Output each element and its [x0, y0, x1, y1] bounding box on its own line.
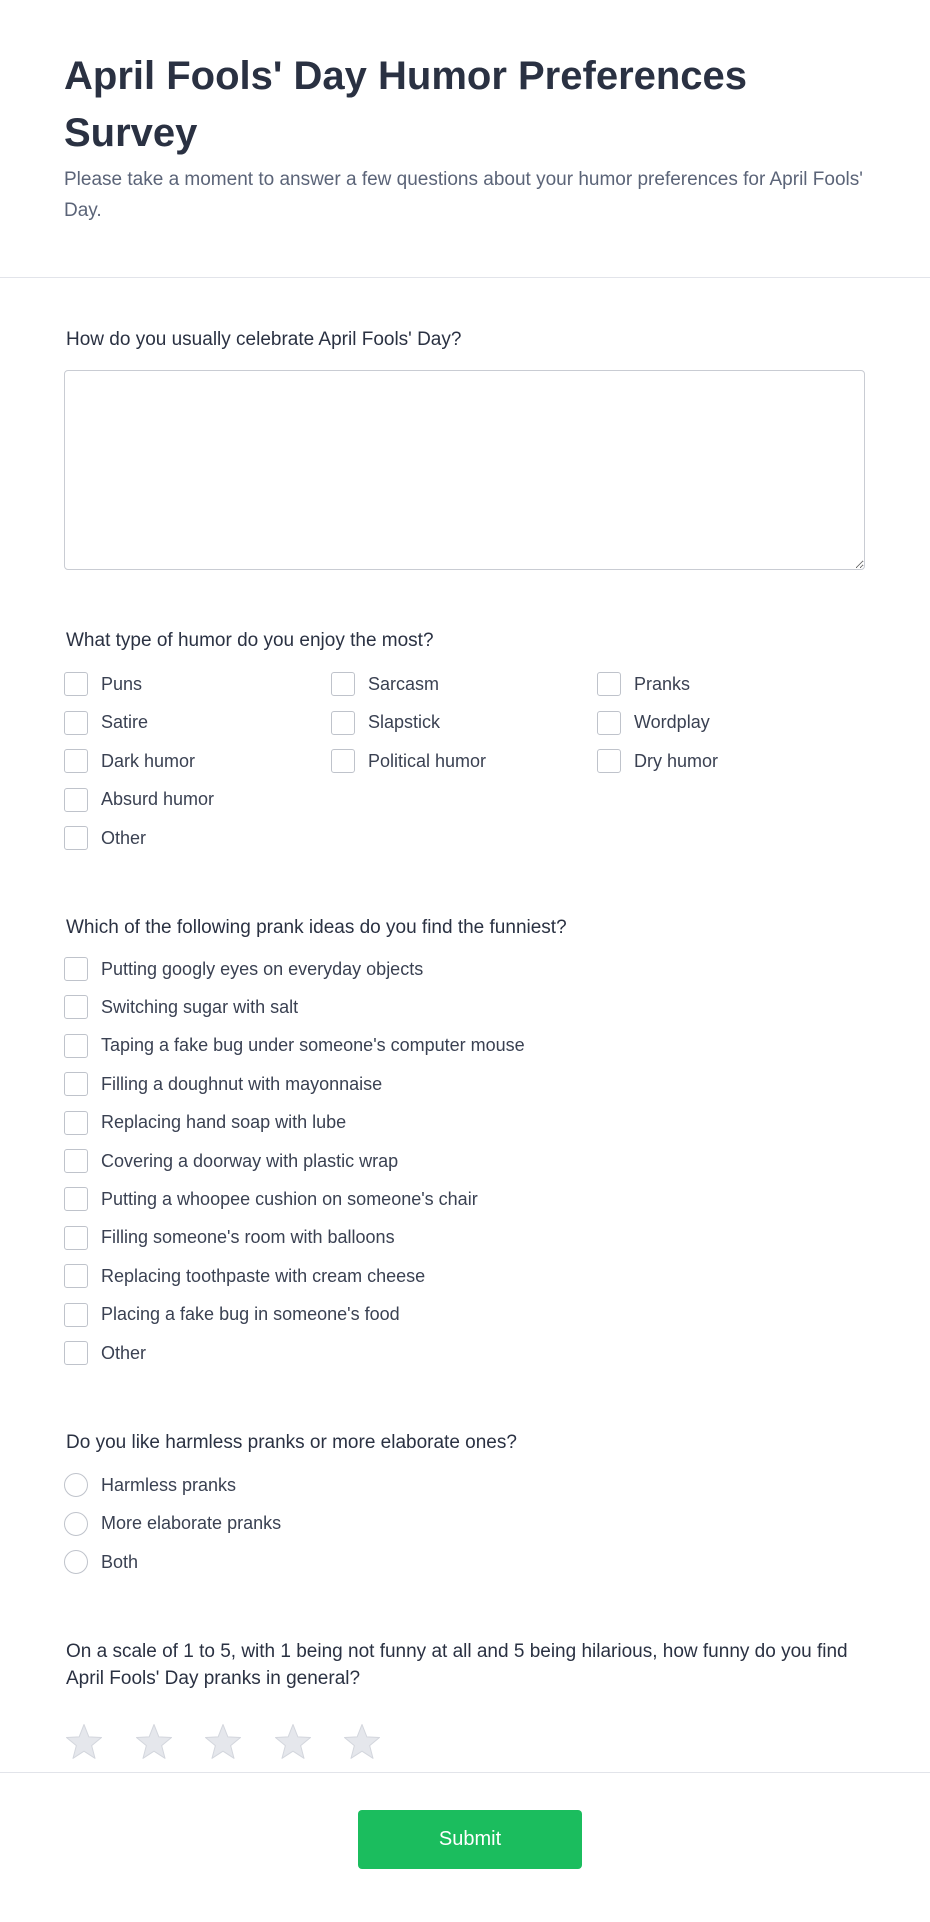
checkbox[interactable]	[64, 788, 88, 812]
checkbox-option[interactable]	[64, 787, 214, 813]
radio-option[interactable]	[64, 1549, 138, 1575]
checkbox[interactable]	[64, 957, 88, 981]
checkbox[interactable]	[64, 826, 88, 850]
checkbox-option[interactable]	[64, 994, 298, 1020]
checkbox-option[interactable]	[64, 1071, 382, 1097]
checkbox[interactable]	[331, 749, 355, 773]
checkbox-option[interactable]	[64, 710, 148, 736]
divider	[0, 277, 930, 278]
checkbox-option[interactable]	[64, 1033, 525, 1059]
celebrate-textarea[interactable]	[64, 370, 865, 570]
star-rating-icon[interactable]	[342, 1722, 382, 1762]
option-label: More elaborate pranks	[101, 1513, 282, 1533]
checkbox-option[interactable]	[597, 748, 718, 774]
option-label: Replacing hand soap with lube	[101, 1112, 347, 1133]
checkbox-option[interactable]	[331, 710, 440, 736]
radio-button[interactable]	[64, 1512, 88, 1536]
page-title: April Fools' Day Humor Preferences Survey	[64, 54, 748, 155]
checkbox[interactable]	[64, 995, 88, 1019]
option-label: Sarcasm	[368, 673, 440, 694]
checkbox[interactable]	[64, 1149, 88, 1173]
question-1-label: How do you usually celebrate April Fools' Day?	[66, 329, 462, 350]
checkbox-option[interactable]	[331, 671, 439, 697]
option-label: Replacing toothpaste with cream cheese	[101, 1265, 426, 1286]
checkbox[interactable]	[64, 749, 88, 773]
option-label: Putting a whoopee cushion on someone's chair	[101, 1188, 478, 1209]
option-label: Placing a fake bug in someone's food	[101, 1304, 400, 1325]
option-label: Filling a doughnut with mayonnaise	[101, 1073, 383, 1094]
page-description: Please take a moment to answer a few questions about your humor preferences for April Fools' Day.	[64, 169, 863, 221]
star-rating-icon[interactable]	[64, 1722, 104, 1762]
option-label: Dark humor	[101, 750, 196, 771]
checkbox[interactable]	[64, 1264, 88, 1288]
option-label: Absurd humor	[101, 789, 215, 809]
option-label: Slapstick	[368, 712, 441, 732]
checkbox[interactable]	[597, 672, 621, 696]
checkbox-option[interactable]	[597, 710, 710, 736]
checkbox[interactable]	[597, 711, 621, 735]
question-4-label: Do you like harmless pranks or more elaborate ones?	[66, 1432, 517, 1453]
checkbox-option[interactable]	[64, 1302, 400, 1328]
checkbox[interactable]	[331, 711, 355, 735]
option-label: Both	[101, 1551, 139, 1572]
checkbox[interactable]	[64, 1072, 88, 1096]
checkbox[interactable]	[64, 1111, 88, 1135]
checkbox-option[interactable]	[64, 1148, 398, 1174]
checkbox-option[interactable]	[64, 1263, 425, 1289]
option-label: Political humor	[368, 750, 487, 771]
divider	[0, 1772, 930, 1773]
checkbox-option[interactable]	[597, 671, 690, 697]
option-label: Covering a doorway with plastic wrap	[101, 1150, 399, 1171]
question-2-label: What type of humor do you enjoy the most?	[66, 630, 434, 651]
question-3-label: Which of the following prank ideas do you find the funniest?	[66, 917, 567, 938]
checkbox[interactable]	[331, 672, 355, 696]
option-label: Puns	[101, 673, 143, 694]
checkbox[interactable]	[597, 749, 621, 773]
checkbox-option[interactable]	[64, 1225, 395, 1251]
checkbox-option[interactable]	[64, 825, 146, 851]
checkbox[interactable]	[64, 711, 88, 735]
option-label: Other	[101, 1342, 147, 1363]
checkbox-option[interactable]	[64, 1340, 146, 1366]
star-rating-icon[interactable]	[203, 1722, 243, 1762]
option-label: Putting googly eyes on everyday objects	[101, 958, 424, 979]
option-label: Other	[101, 827, 147, 848]
radio-button[interactable]	[64, 1550, 88, 1574]
radio-button[interactable]	[64, 1473, 88, 1497]
checkbox[interactable]	[64, 1341, 88, 1365]
checkbox[interactable]	[64, 1187, 88, 1211]
star-rating-icon[interactable]	[273, 1722, 313, 1762]
question-5-label: On a scale of 1 to 5, with 1 being not funny at all and 5 being hilarious, how funny do you find April Fools' Day pranks in general?	[66, 1641, 848, 1689]
submit-button[interactable]: Submit	[358, 1810, 582, 1869]
option-label: Harmless pranks	[101, 1474, 237, 1495]
option-label: Switching sugar with salt	[101, 996, 299, 1017]
option-label: Pranks	[634, 673, 691, 694]
checkbox[interactable]	[64, 1034, 88, 1058]
checkbox[interactable]	[64, 672, 88, 696]
checkbox-option[interactable]	[64, 671, 142, 697]
checkbox-option[interactable]	[64, 1110, 346, 1136]
checkbox-option[interactable]	[64, 748, 195, 774]
checkbox-option[interactable]	[64, 956, 423, 982]
checkbox-option[interactable]	[64, 1186, 478, 1212]
checkbox-option[interactable]	[331, 748, 486, 774]
checkbox[interactable]	[64, 1226, 88, 1250]
option-label: Taping a fake bug under someone's computer mouse	[101, 1035, 525, 1056]
radio-option[interactable]	[64, 1511, 281, 1537]
star-rating-icon[interactable]	[134, 1722, 174, 1762]
option-label: Filling someone's room with balloons	[101, 1227, 395, 1248]
checkbox[interactable]	[64, 1303, 88, 1327]
option-label: Dry humor	[634, 750, 719, 771]
option-label: Satire	[101, 712, 149, 732]
option-label: Wordplay	[634, 712, 710, 732]
radio-option[interactable]	[64, 1472, 236, 1498]
